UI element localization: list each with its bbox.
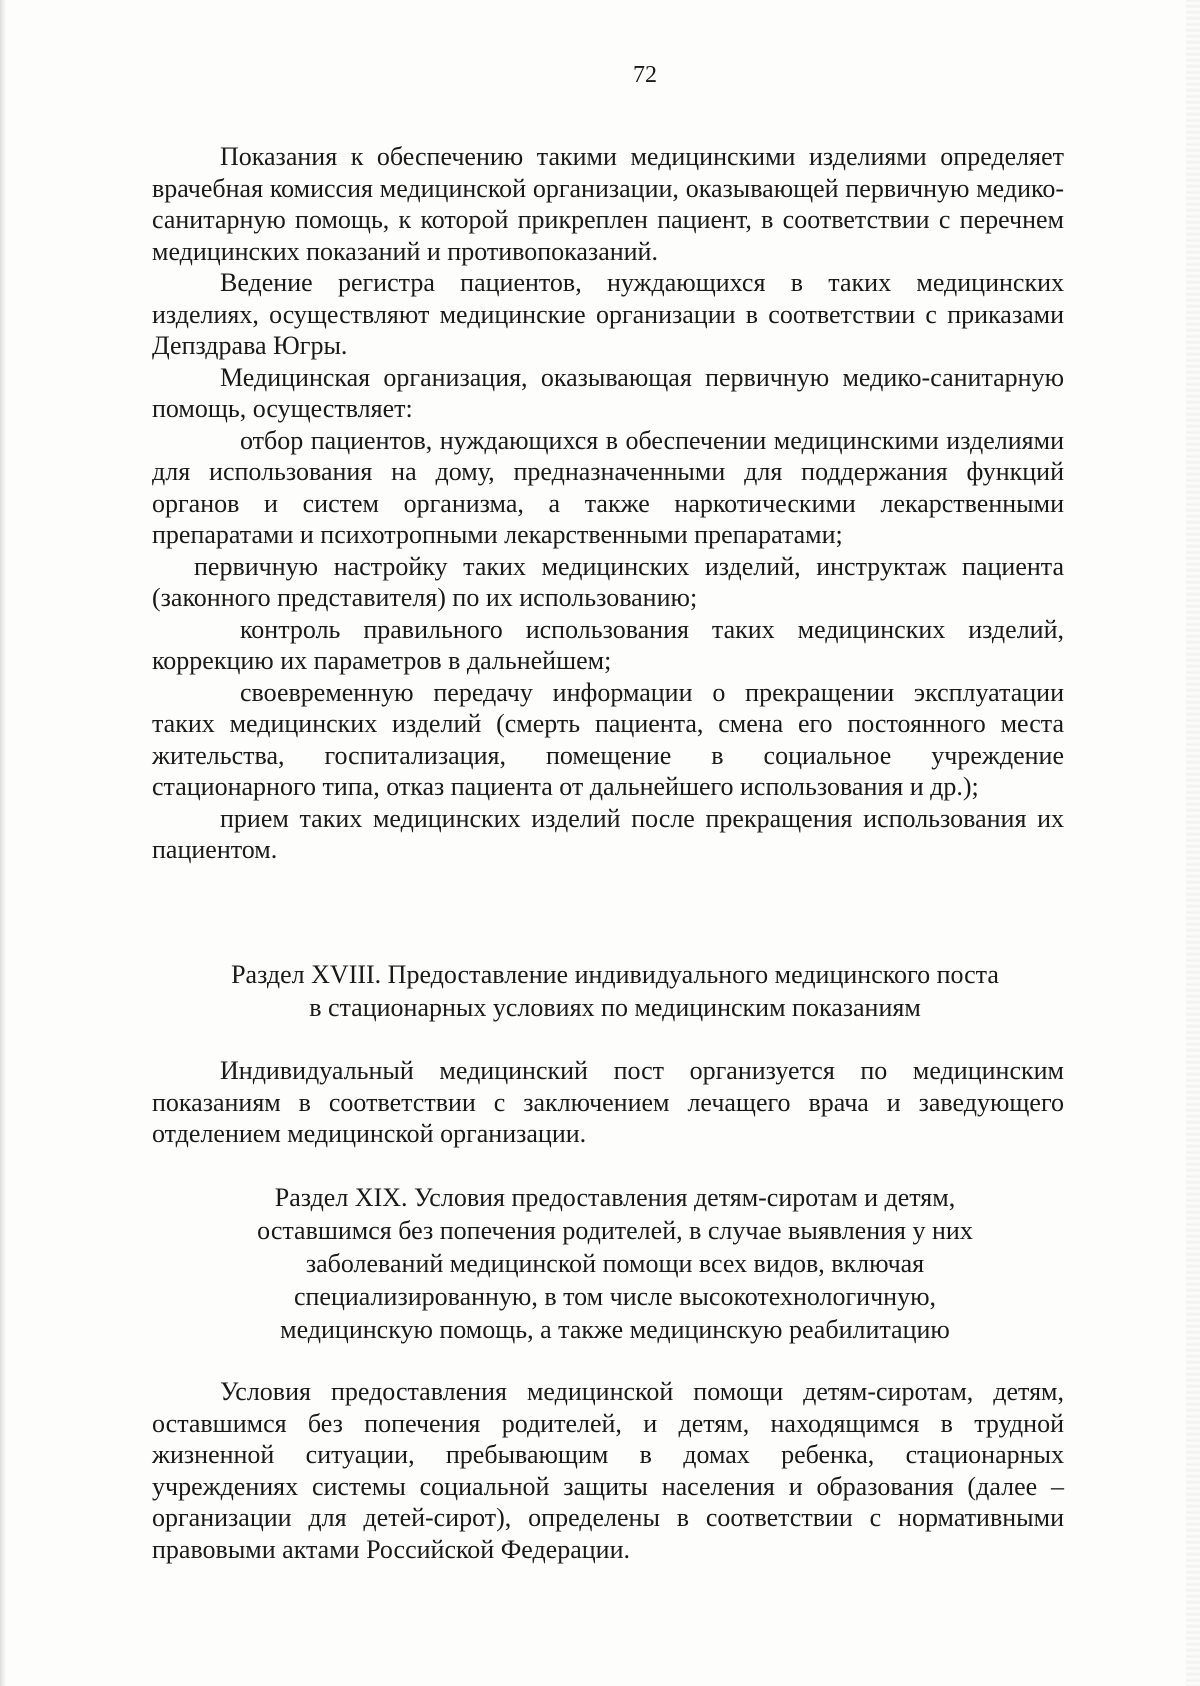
section-19-heading-line: специализированную, в том числе высокотехнологичную,: [293, 1282, 937, 1311]
section-19-heading-line: оставшимся без попечения родителей, в случае выявления у них: [257, 1216, 973, 1245]
paragraph-individual-post: Индивидуальный медицинский пост организуется по медицинским показаниям в соответствии с заключением лечащего врача и заведующего отделением медицинской организации.: [152, 1056, 1064, 1148]
paragraph-patient-selection: отбор пациентов, нуждающихся в обеспечении медицинскими изделиями для использования на дому, предназначенными для поддержания функций органов и систем организма, а также наркотическими лекарственными препаратами и психотропными лекарственными препаратами;: [152, 425, 1064, 549]
paragraph-orphan-care-conditions: Условия предоставления медицинской помощи детям-сиротам, детям, оставшимся без попечения родителей, и детям, находящимся в трудной жизненной ситуации, пребывающим в домах ребенка, стационарных учреждениях системы социальной защиты населения и образования (далее – организации для детей-сирот), определены в соответствии с нормативными правовыми актами Российской Федерации.: [152, 1377, 1064, 1564]
section-body-equipment: [152, 141, 1064, 866]
paragraph-indications: Показания к обеспечению такими медицинскими изделиями определяет врачебная комиссия медицинской организации, оказывающей первичную медико-санитарную помощь, к которой прикреплен пациент, в соответствии с перечнем медицинских показаний и противопоказаний.: [152, 142, 1064, 266]
paragraph-information-transfer: своевременную передачу информации о прекращении эксплуатации таких медицинских изделий (смерть пациента, смена его постоянного места жительства, госпитализация, помещение в социальное учреждение стационарного типа, отказ пациента от дальнейшего использования и др.);: [152, 677, 1064, 801]
scan-edge-left: [0, 0, 6, 1686]
section-19-heading-line: Раздел XIX. Условия предоставления детям-сиротам и детям,: [274, 1183, 956, 1212]
section-18-heading: [180, 958, 1050, 1024]
section-19-heading-line: медицинскую помощь, а также медицинскую реабилитацию: [280, 1315, 950, 1344]
section-18-body: [152, 1055, 1064, 1150]
page-number: 72: [633, 62, 657, 88]
paragraph-initial-setup: первичную настройку таких медицинских изделий, инструктаж пациента (законного представителя) по их использованию;: [152, 551, 1064, 612]
paragraph-organization: Медицинская организация, оказывающая первичную медико-санитарную помощь, осуществляет:: [152, 362, 1064, 423]
section-18-heading-line: в стационарных условиях по медицинским показаниям: [309, 993, 921, 1022]
section-18-heading-line: Раздел XVIII. Предоставление индивидуального медицинского поста: [231, 960, 999, 989]
paragraph-registry: Ведение регистра пациентов, нуждающихся в таких медицинских изделиях, осуществляют медицинские организации в соответствии с приказами Депздрава Югры.: [152, 268, 1064, 360]
section-19-body: [152, 1376, 1064, 1565]
section-19-heading: [180, 1181, 1050, 1346]
section-19-heading-line: заболеваний медицинской помощи всех видов, включая: [305, 1249, 925, 1278]
scan-edge-right: [1186, 0, 1200, 1686]
paragraph-usage-control: контроль правильного использования таких медицинских изделий, коррекцию их параметров в дальнейшем;: [152, 614, 1064, 675]
paragraph-equipment-return: прием таких медицинских изделий после прекращения использования их пациентом.: [152, 803, 1064, 864]
